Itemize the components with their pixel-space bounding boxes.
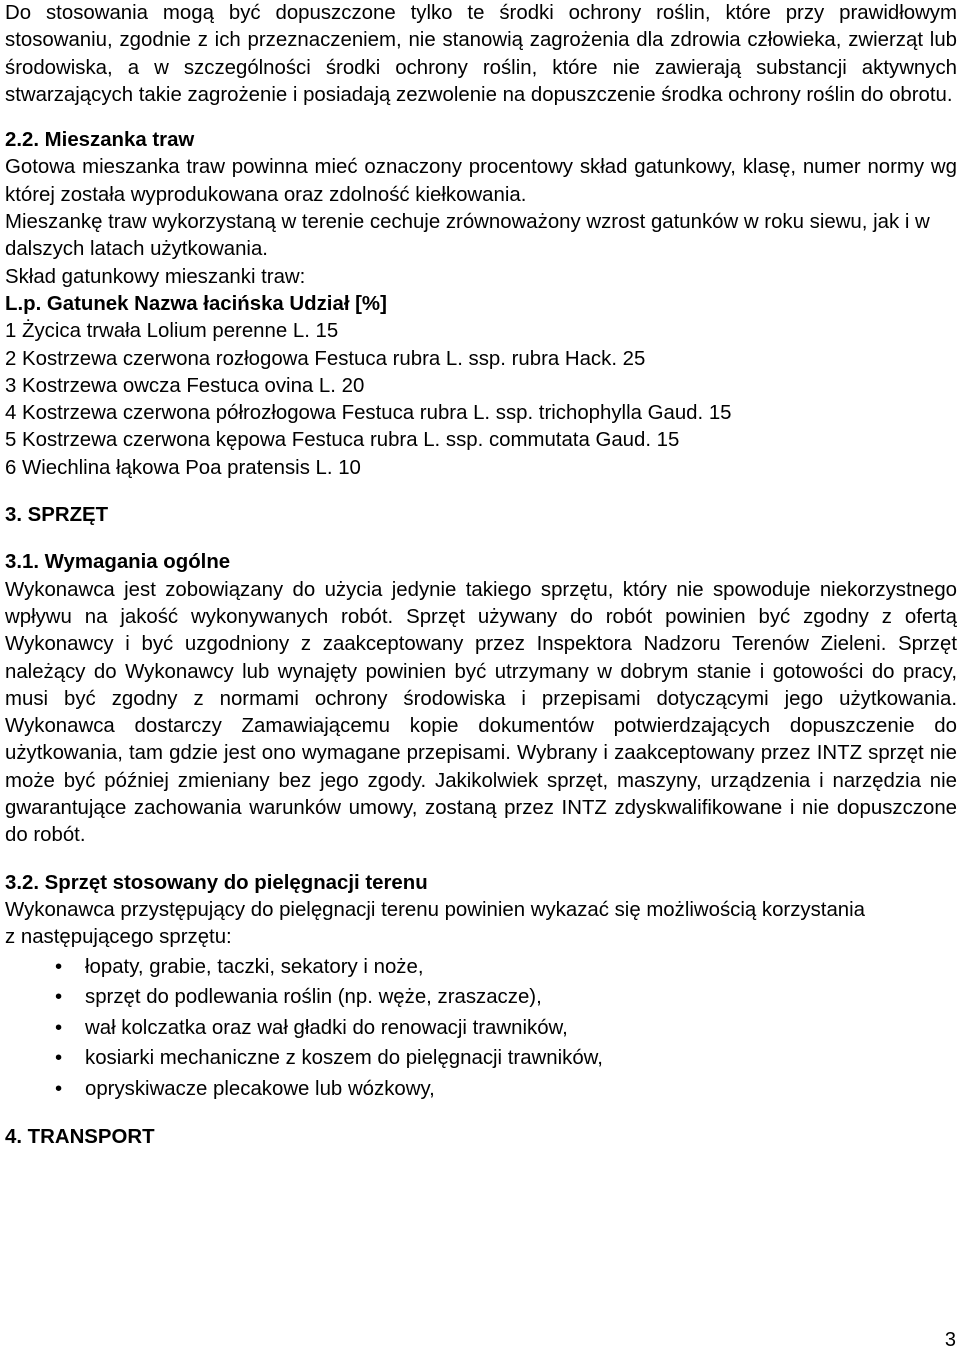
list-item (5, 982, 957, 1013)
section-3-2-heading: 3.2. Sprzęt stosowany do pielęgnacji terenu (5, 871, 428, 894)
section-3-1-heading: 3.1. Wymagania ogólne (5, 551, 231, 574)
equipment-general-paragraph: Wykonawca jest zobowiązany do użycia jedynie takiego sprzętu, który nie spowoduje niekorzystnego wpływu na jakość wykonywanych robót. Sprzęt używany do robót powinien być zgodny z ofertą Wykonawcy i być uzgodniony z zaakceptowany przez Inspektora Nadzoru Terenów Zieleni. Sprzęt należący do Wykonawcy lub wynajęty powinien być utrzymany w dobrym stanie i gotowości do pracy, musi być zgodny z normami ochrony środowiska i przepisami dotyczącymi jego użytkowania. Wykonawca dostarczy Zamawiającemu kopie dokumentów potwierdzających dopuszczenie do użytkowania, tam gdzie jest ono wymagane przepisami. Wybrany i zaakceptowany przez INTZ sprzęt nie może być później zmieniany bez jego zgody. Jakikolwiek sprzęt, maszyny, urządzenia i narzędzia nie gwarantujące zachowania warunków umowy, zostaną przez INTZ zdyskwalifikowane i nie dopuszczone do robót. (5, 578, 957, 847)
intro-paragraph: Do stosowania mogą być dopuszczone tylko te środki ochrony roślin, które przy prawidłowym stosowaniu, zgodnie z ich przeznaczeniem, nie stanowią zagrożenia dla zdrowia człowieka, zwierząt lub środowiska, a w szczególności środki ochrony roślin, które nie zawierają substancji aktywnych stwarzających takie zagrożenie i posiadają zezwolenie na dopuszczenie środka ochrony roślin do obrotu. (5, 2, 957, 106)
document-page (5, 0, 957, 1151)
section-2-2-heading: 2.2. Mieszanka traw (5, 129, 195, 152)
bullet-icon: • (55, 1047, 63, 1069)
list-item-text: kosiarki mechaniczne z koszem do pielęgnacji trawników, (85, 1047, 603, 1069)
bullet-icon: • (55, 955, 63, 978)
care-equipment-intro: Wykonawca przystępujący do pielęgnacji terenu powinien wykazać się możliwością korzystania (5, 898, 866, 921)
species-table-header: L.p. Gatunek Nazwa łacińska Udział [%] (5, 292, 387, 315)
list-item-text: łopaty, grabie, taczki, sekatory i noże, (85, 955, 424, 978)
species-row: 4 Kostrzewa czerwona półrozłogowa Festuca rubra L. ssp. trichophylla Gaud. 15 (5, 402, 732, 425)
mixture-paragraph-1: Gotowa mieszanka traw powinna mieć oznaczony procentowy skład gatunkowy, klasę, numer normy wg której została wyprodukowana oraz zdolność kiełkowania. (5, 156, 957, 206)
bullet-icon: • (55, 1016, 63, 1039)
species-row: 6 Wiechlina łąkowa Poa pratensis L. 10 (5, 456, 361, 479)
species-row: 1 Życica trwała Lolium perenne L. 15 (5, 320, 339, 343)
list-item (5, 952, 957, 983)
list-item-text: opryskiwacze plecakowe lub wózkowy, (85, 1077, 435, 1100)
list-item (5, 1074, 957, 1105)
section-3-heading: 3. SPRZĘT (5, 504, 109, 527)
equipment-list (5, 952, 957, 1105)
list-item-text: sprzęt do podlewania roślin (np. węże, zraszacze), (85, 986, 542, 1008)
list-item (5, 1013, 957, 1044)
bullet-icon: • (55, 1077, 63, 1100)
page-number: 3 (944, 1329, 956, 1351)
mixture-paragraph-2: Mieszankę traw wykorzystaną w terenie cechuje zrównoważony wzrost gatunków w roku siewu, jak i w dalszych latach użytkowania. (5, 211, 930, 261)
species-row: 3 Kostrzewa owcza Festuca ovina L. 20 (5, 374, 365, 397)
section-4-heading: 4. TRANSPORT (5, 1126, 155, 1148)
list-item (5, 1043, 957, 1074)
mixture-composition-label: Skład gatunkowy mieszanki traw: (5, 265, 306, 288)
care-equipment-intro-cont: z następującego sprzętu: (5, 926, 232, 949)
list-item-text: wał kolczatka oraz wał gładki do renowacji trawników, (85, 1016, 568, 1039)
species-row: 5 Kostrzewa czerwona kępowa Festuca rubra L. ssp. commutata Gaud. 15 (5, 429, 680, 452)
bullet-icon: • (55, 986, 63, 1008)
species-row: 2 Kostrzewa czerwona rozłogowa Festuca rubra L. ssp. rubra Hack. 25 (5, 347, 646, 370)
